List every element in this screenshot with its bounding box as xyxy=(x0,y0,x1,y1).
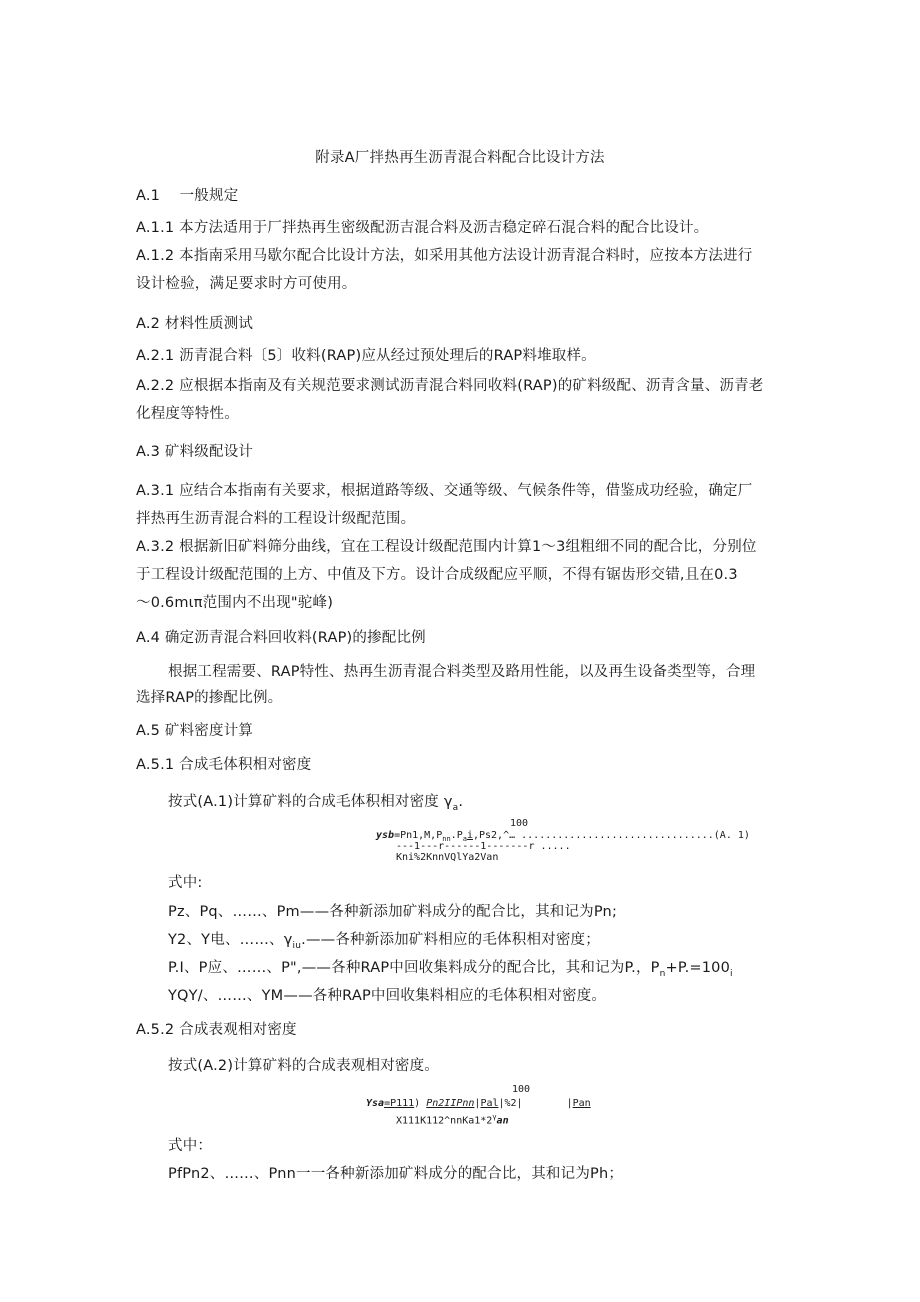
formula-a1-line2: ---1---r------1-------r ..... xyxy=(396,841,571,852)
paragraph-a3-1-line1: A.3.1 应结合本指南有关要求，根据道路等级、交通等级、气候条件等，借鉴成功经验，确定厂 xyxy=(136,483,753,499)
paragraph-a2-2-line1: A.2.2 应根据本指南及有关规范要求测试沥青混合料同收料(RAP)的矿料级配、沥青含量、沥青老 xyxy=(136,378,764,394)
formula-a2-denominator: $X111K112\^{}nnKa1*2^\gamma an$ xyxy=(396,1113,509,1127)
formula-a1-denominator: Kni%2KnnVQlYa2Van xyxy=(396,852,499,863)
paragraph-a1-2-line1: A.1.2 本指南采用马歇尔配合比设计方法，如采用其他方法设计沥青混合料时，应按本方法进行 xyxy=(136,248,753,264)
section-a2-heading: A.2 材料性质测试 xyxy=(136,316,254,332)
paragraph-a1-1: A.1.1 本方法适用于厂拌热再生密级配沥吉混合料及沥吉稳定碎石混合料的配合比设计。 xyxy=(136,220,709,236)
section-a4-heading: A.4 确定沥青混合料回收料(RAP)的掺配比例 xyxy=(136,630,426,646)
definition-5: PfPn2、……、Pnn一一各种新添加矿料成分的配合比，其和记为Ph； xyxy=(168,1166,624,1182)
paragraph-a2-2-line2: 化程度等特性。 xyxy=(136,406,239,422)
formula-a2-line1: Ysa=P111) Pn2IIPnn|Pal|%2| |Pan xyxy=(366,1098,591,1109)
definition-4: YQY/、……、YM——各种RAP中回收集料相应的毛体积相对密度。 xyxy=(168,988,607,1004)
variables-heading-1: 式中: xyxy=(168,875,203,891)
page-title: 附录A厂拌热再生沥青混合料配合比设计方法 xyxy=(315,150,605,166)
definition-2: Y2、Y电、……、$\gamma_{iu}.——$各种新添加矿料相应的毛体积相对密度； xyxy=(168,932,600,951)
paragraph-a1-2-line2: 设计检验，满足要求时方可使用。 xyxy=(136,276,357,292)
paragraph-a3-2-line1: A.3.2 根据新旧矿料筛分曲线，宜在工程设计级配范围内计算1〜3组粗细不同的配合比，分别位 xyxy=(136,539,757,555)
formula-a1-numerator: 100 xyxy=(510,818,529,829)
section-a3-heading: A.3 矿料级配设计 xyxy=(136,444,254,460)
section-a5-1-heading: A.5.1 合成毛体积相对密度 xyxy=(136,757,312,773)
paragraph-a2-1: A.2.1 沥青混合料〔5〕收料(RAP)应从经过预处理后的RAP料堆取样。 xyxy=(136,348,596,364)
paragraph-a3-1-line2: 拌热再生沥青混合料的工程设计级配范围。 xyxy=(136,511,416,527)
definition-3: P.I、P应、……、P",——各种RAP中回收集料成分的配合比，其和记为P.，$P_n+P.=100_i$ xyxy=(168,960,733,979)
formula-a1-line1: $ysb=Pn1,M,P_{nn}.P_ai,Ps2,\^{}\dots$ ................................(A. 1) xyxy=(376,830,750,843)
paragraph-a3-2-line2: 于工程设计级配范围的上方、中值及下方。设计合成级配应平顺，不得有锯齿形交错,且在0.3 xyxy=(136,567,738,583)
section-a5-heading: A.5 矿料密度计算 xyxy=(136,723,254,739)
formula-a2-numerator: 100 xyxy=(512,1084,531,1095)
paragraph-a5-1-intro: 按式(A.1)计算矿料的合成毛体积相对密度 $\gamma_a$. xyxy=(168,794,464,813)
paragraph-a4-line2: 选择RAP的掺配比例。 xyxy=(136,690,283,706)
paragraph-a5-2-intro: 按式(A.2)计算矿料的合成表观相对密度。 xyxy=(168,1058,440,1074)
section-a5-2-heading: A.5.2 合成表观相对密度 xyxy=(136,1022,297,1038)
variables-heading-2: 式中： xyxy=(168,1138,213,1154)
section-a1-heading: A.1 一般规定 xyxy=(136,188,239,204)
paragraph-a3-2-line3: 〜0.6mιπ范围内不出现"驼峰) xyxy=(136,595,334,611)
paragraph-a4-line1: 根据工程需要、RAP特性、热再生沥青混合料类型及路用性能，以及再生设备类型等，合理 xyxy=(168,664,756,680)
definition-1: Pz、Pq、……、Pm——各种新添加矿料成分的配合比，其和记为Pn; xyxy=(168,904,618,920)
